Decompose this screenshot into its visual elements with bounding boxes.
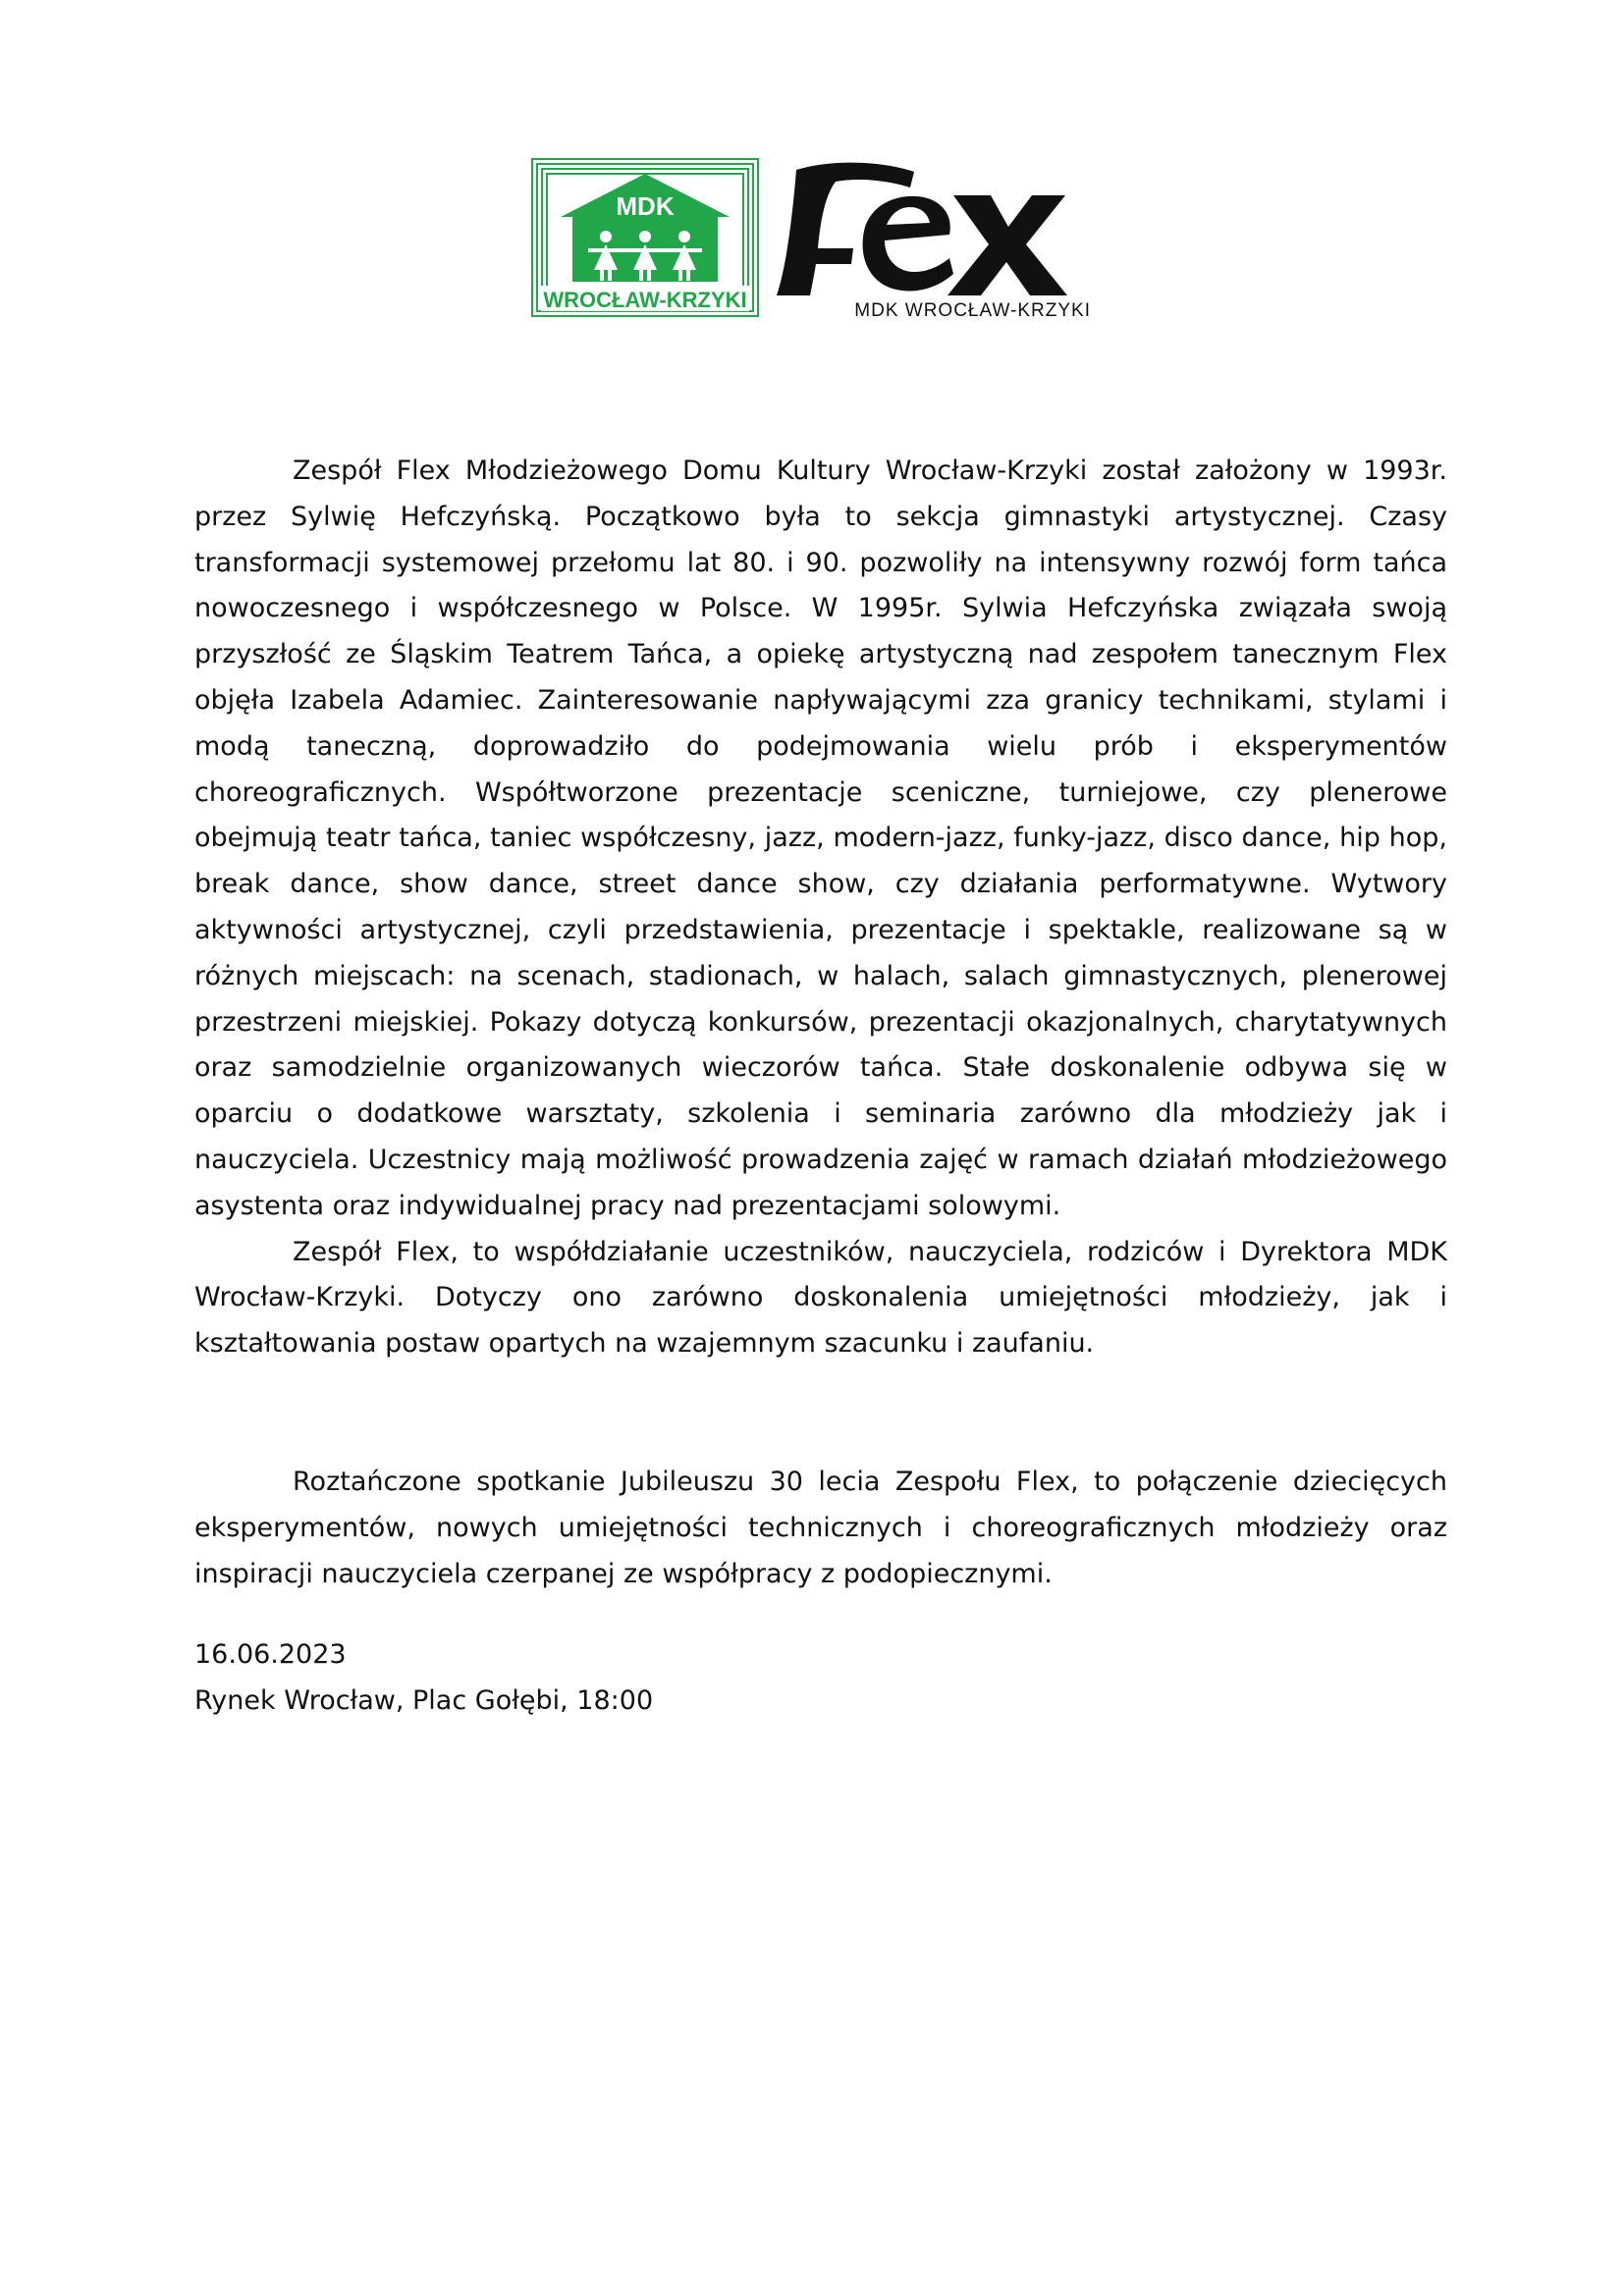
paragraph-jubilee: Roztańczone spotkanie Jubileuszu 30 lecia Zespołu Flex, to połączenie dziecięcych eksperymentów, nowych umiejętności technicznych i choreograficznych młodzieży oraz inspiracji nauczyciela czerpanej ze współpracy z podopiecznymi. [194,1466,1447,1589]
document-body [194,449,1447,1725]
flex-logo-subtitle: MDK WROCŁAW-KRZYKI [854,300,1091,319]
event-date: 16.06.2023 [194,1639,347,1671]
mdk-logo-title: MDK [616,191,675,221]
paragraph-history: Zespół Flex Młodzieżowego Domu Kultury Wrocław-Krzyki został założony w 1993r. przez Sylwię Hefczyńską. Początkowo była to sekcja gimnastyki artystycznej. Czasy transformacji systemowej przełomu lat 80. i 90. pozwoliły na intensywny rozwój form tańca nowoczesnego i współczesnego w Polsce. W 1995r. Sylwia Hefczyńska związała swoją przyszłość ze Śląskim Teatrem Tańca, a opiekę artystyczną nad zespołem tanecznym Flex objęła Izabela Adamiec. Zainteresowanie napływającymi zza granicy technikami, stylami i modą taneczną, doprowadziło do podejmowania wielu prób i eksperymentów choreograficznych. Współtworzone prezentacje sceniczne, turniejowe, czy plenerowe obejmują teatr tańca, taniec współczesny, jazz, modern-jazz, funky-jazz, disco dance, hip hop, break dance, show dance, street dance show, czy działania performatywne. Wytwory aktywności artystycznej, czyli przedstawienia, prezentacje i spektakle, realizowane są w różnych miejscach: na scenach, stadionach, w halach, salach gimnastycznych, plenerowej przestrzeni miejskiej. Pokazy dotyczą konkursów, prezentacji okazjonalnych, charytatywnych oraz samodzielnie organizowanych wieczorów tańca. Stałe doskonalenie odbywa się w oparciu o dodatkowe warsztaty, szkolenia i seminaria zarówno dla młodzieży jak i nauczyciela. Uczestnicy mają możliwość prowadzenia zajęć w ramach działań młodzieżowego asystenta oraz indywidualnej pracy nad prezentacjami solowymi. [194,455,1447,1221]
paragraph-cooperation: Zespół Flex, to współdziałanie uczestników, nauczyciela, rodziców i Dyrektora MDK Wrocław-Krzyki. Dotyczy ono zarówno doskonalenia umiejętności młodzieży, jak i kształtowania postaw opartych na wzajemnym szacunku i zaufaniu. [194,1236,1447,1360]
event-location: Rynek Wrocław, Plac Gołębi, 18:00 [194,1685,654,1717]
header-logos [531,158,1091,319]
mdk-logo [531,158,759,317]
event-info [194,1632,1447,1725]
flex-logo [767,158,1091,319]
mdk-logo-subtitle: WROCŁAW-KRZYKI [543,288,747,312]
